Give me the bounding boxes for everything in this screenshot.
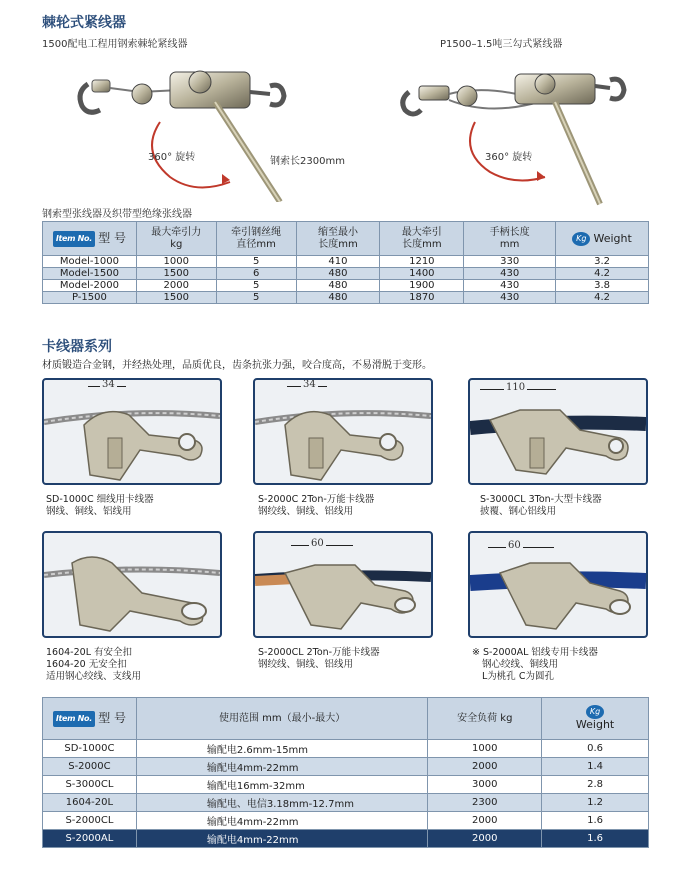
product-photo-1604-20l — [42, 531, 222, 638]
product-photo-sd1000c — [42, 378, 222, 485]
table-row: S-2000CL 输配电4mm-22mm 2000 1.6 — [43, 812, 649, 830]
table-row: 1604-20L 输配电、电信3.18mm-12.7mm 2300 1.2 — [43, 794, 649, 812]
product-photo-s2000cl — [253, 531, 433, 638]
table-row: S-2000AL 输配电4mm-22mm 2000 1.6 — [43, 830, 649, 848]
table1-header-rope-dia: 牵引钢丝绳 直径mm — [216, 222, 296, 256]
item-no-badge: Item No. — [53, 711, 95, 727]
product-desc-s2000cl: S-2000CL 2Ton-万能卡线器 钢绞线、铜线、铝线用 — [258, 647, 380, 670]
rotate-label-right: 360° 旋转 — [485, 152, 533, 163]
product-photo-s2000al — [468, 531, 648, 638]
table-row: S-3000CL 输配电16mm-32mm 3000 2.8 — [43, 776, 649, 794]
dimension-label: 34 — [102, 379, 115, 390]
item-no-badge: Item No. — [53, 231, 95, 247]
left-product-caption: 1500配电工程用钢索棘轮紧线器 — [42, 39, 188, 50]
rotate-label-left: 360° 旋转 — [148, 152, 196, 163]
section-title-grips: 卡线器系列 — [42, 339, 112, 355]
table1-header-model: Item No. 型 号 — [43, 222, 137, 256]
cable-length-label: 钢索长2300mm — [270, 156, 345, 167]
table1-header-handle-len: 手柄长度 mm — [464, 222, 556, 256]
product-desc-1604-20: 1604-20L 有安全扣 1604-20 无安全扣 适用钢心绞线、支线用 — [46, 647, 142, 682]
right-product-caption: P1500–1.5吨三勾式紧线器 — [440, 39, 563, 50]
product-desc-sd1000c: SD-1000C 细线用卡线器 钢线、铜线、铝线用 — [46, 494, 154, 517]
three-hook-tensioner-image — [395, 52, 655, 207]
dimension-label: 60 — [311, 538, 324, 549]
table2-header-row — [43, 698, 649, 740]
table2-header-model: Item No. 型 号 — [43, 698, 137, 740]
grips-intro: 材质锻造合金钢，并经热处理，品质优良，齿条抗张力强，咬合度高，不易滑脱于变形。 — [42, 360, 432, 371]
table1-header-min-len: 缩至最小 长度mm — [296, 222, 380, 256]
table-row: Model-1500 1500 6 480 1400 430 4.2 — [43, 268, 649, 280]
dimension-label: 34 — [303, 379, 316, 390]
ratchet-tensioner-image — [70, 52, 370, 202]
dimension-label: 60 — [508, 540, 521, 551]
table1-header-max-len: 最大牵引 长度mm — [380, 222, 464, 256]
product-desc-s2000c: S-2000C 2Ton-万能卡线器 钢绞线、铜线、铝线用 — [258, 494, 375, 517]
tensioner-spec-table — [42, 221, 649, 304]
table1-header-row — [43, 222, 649, 256]
wire-grip-spec-table — [42, 697, 649, 848]
table2-header-load: 安全负荷 kg — [428, 698, 542, 740]
table-row: S-2000C 输配电4mm-22mm 2000 1.4 — [43, 758, 649, 776]
table1-caption: 钢索型张线器及织带型绝缘张线器 — [42, 209, 192, 220]
section-title-ratchet: 棘轮式紧线器 — [42, 15, 126, 31]
product-photo-s2000c — [253, 378, 433, 485]
kg-icon: Kg — [572, 232, 590, 246]
table-row: Model-2000 2000 5 480 1900 430 3.8 — [43, 280, 649, 292]
table-row: SD-1000C 输配电2.6mm-15mm 1000 0.6 — [43, 740, 649, 758]
table-row: P-1500 1500 5 480 1870 430 4.2 — [43, 292, 649, 304]
product-desc-s3000cl: S-3000CL 3Ton-大型卡线器 披覆、钢心铝线用 — [480, 494, 602, 517]
dimension-label: 110 — [506, 382, 526, 393]
product-photo-s3000cl — [468, 378, 648, 485]
kg-icon: Kg — [586, 705, 604, 719]
table2-header-range: 使用范围 mm（最小-最大） — [136, 698, 428, 740]
product-desc-s2000al: ※ S-2000AL 铝线专用卡线器 钢心绞线、铜线用 L为桃孔 C为圆孔 — [472, 647, 598, 682]
table1-header-weight: Kg Weight — [556, 222, 649, 256]
table2-header-weight: Kg Weight — [542, 698, 649, 740]
table-row: Model-1000 1000 5 410 1210 330 3.2 — [43, 256, 649, 268]
table1-header-max-pull: 最大牵引力 kg — [136, 222, 216, 256]
